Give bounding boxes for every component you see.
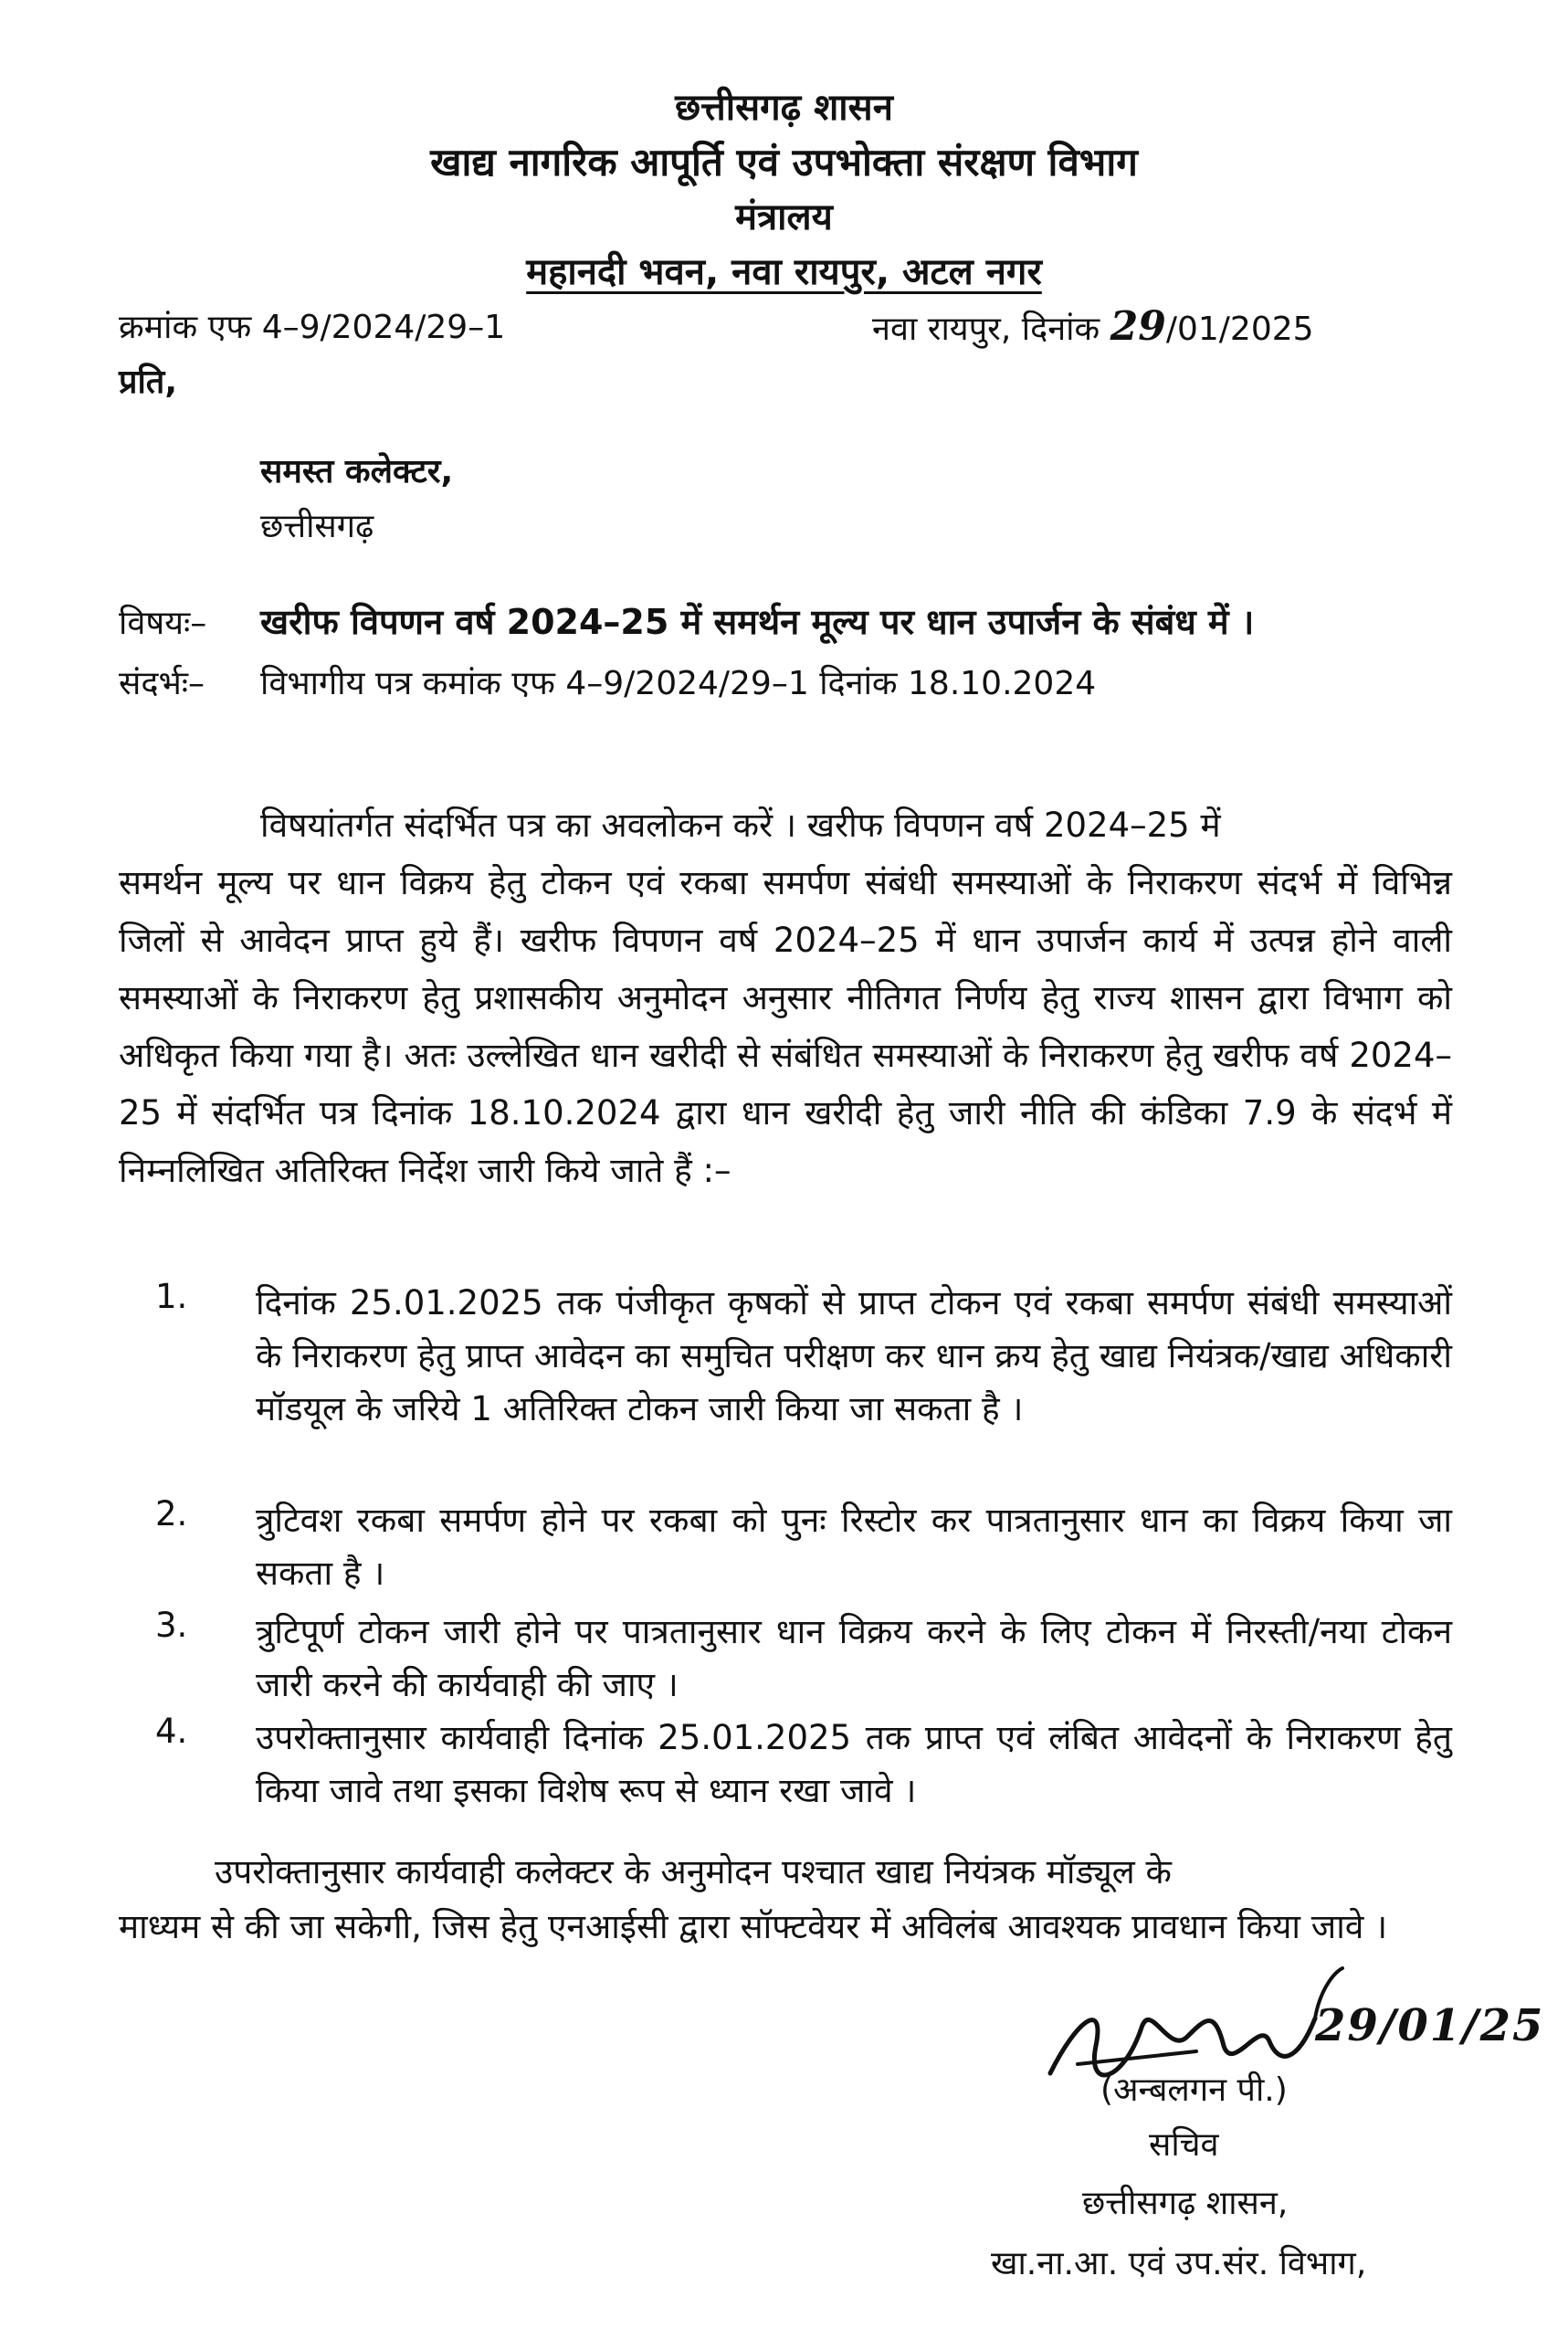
signature-handwritten-date: 29/01/25 xyxy=(1315,2000,1545,2051)
list-item-text: त्रुटिवश रकबा समर्पण होने पर रकबा को पुनः रिस्टोर कर पात्रतानुसार धान का विक्रय किया जा सकता है । xyxy=(256,1501,1452,1593)
letter-date xyxy=(872,303,1314,350)
signatory-department: खा.ना.आ. एवं उप.संर. विभाग, xyxy=(991,2245,1367,2282)
address-underlined: महानदी भवन, नवा रायपुर, अटल नगर xyxy=(526,251,1042,293)
intro-first-line: विषयांतर्गत संदर्भित पत्र का अवलोकन करें । खरीफ विपणन वर्ष 2024–25 में xyxy=(260,806,1221,845)
list-item-number: 4. xyxy=(155,1712,188,1751)
letter-number: क्रमांक एफ 4–9/2024/29–1 xyxy=(119,309,506,346)
signatory-organization: छत्तीसगढ़ शासन, xyxy=(1082,2185,1289,2222)
list-item-number: 1. xyxy=(155,1277,188,1316)
closing-first-line: उपरोक्तानुसार कार्यवाही कलेक्टर के अनुमोदन पश्चात खाद्य नियंत्रक मॉड्यूल के xyxy=(215,1852,1172,1892)
header-line-government: छत्तीसगढ़ शासन xyxy=(675,87,893,129)
list-item-text: त्रुटिपूर्ण टोकन जारी होने पर पात्रतानुसार धान विक्रय करने के लिए टोकन में निरस्ती/नया टोकन जारी करने की कार्यवाही की जाए । xyxy=(256,1612,1452,1704)
prati-label: प्रति, xyxy=(119,364,178,401)
subject-label: विषयः– xyxy=(119,605,207,642)
signatory-designation: सचिव xyxy=(1149,2126,1219,2164)
date-suffix: /01/2025 xyxy=(1165,311,1314,348)
date-prefix: नवा रायपुर, दिनांक xyxy=(872,311,1100,348)
list-item-number: 3. xyxy=(155,1606,188,1645)
date-handwritten-day: 29 xyxy=(1110,303,1166,350)
closing-paragraph: माध्यम से की जा सकेगी, जिस हेतु एनआईसी द्वारा सॉफ्टवेयर में अविलंब आवश्यक प्रावधान किया जावे । xyxy=(119,1907,1388,1946)
header-line-ministry: मंत्रालय xyxy=(735,196,833,238)
list-item-text: उपरोक्तानुसार कार्यवाही दिनांक 25.01.2025 तक प्राप्त एवं लंबित आवेदनों के निराकरण हेतु किया जावे तथा इसका विशेष रूप से ध्यान रखा जावे । xyxy=(256,1718,1452,1810)
list-item-number: 2. xyxy=(155,1494,188,1533)
header-line-department: खाद्य नागरिक आपूर्ति एवं उपभोक्ता संरक्षण विभाग xyxy=(430,140,1138,184)
reference-label: संदर्भः– xyxy=(119,665,205,702)
subject-text: खरीफ विपणन वर्ष 2024–25 में समर्थन मूल्य पर धान उपार्जन के संबंध में । xyxy=(260,602,1255,642)
addressee-name: समस्त कलेक्टर, xyxy=(260,453,454,490)
list-item-text: दिनांक 25.01.2025 तक पंजीकृत कृषकों से प्राप्त टोकन एवं रकबा समर्पण संबंधी समस्याओं के निराकरण हेतु प्राप्त आवेदन का समुचित परीक्षण कर धान क्रय हेतु खाद्य नियंत्रक/खाद्य अधिकारी मॉडयूल के जरिये 1 अतिरिक्त टोकन जारी किया जा सकता है । xyxy=(256,1283,1452,1428)
addressee-place: छत्तीसगढ़ xyxy=(260,508,374,545)
signatory-name: (अन्बलगन पी.) xyxy=(1100,2071,1288,2109)
reference-text: विभागीय पत्र कमांक एफ 4–9/2024/29–1 दिनांक 18.10.2024 xyxy=(260,665,1097,702)
intro-paragraph: समर्थन मूल्य पर धान विक्रय हेतु टोकन एवं रकबा समर्पण संबंधी समस्याओं के निराकरण संदर्भ में विभिन्न जिलों से आवेदन प्राप्त हुये हैं। खरीफ विपणन वर्ष 2024–25 में धान उपार्जन कार्य में उत्पन्न होने वाली समस्याओं के निराकरण हेतु प्रशासकीय अनुमोदन अनुसार नीतिगत निर्णय हेतु राज्य शासन द्वारा विभाग को अधिकृत किया गया है। अतः उल्लेखित धान खरीदी से संबंधित समस्याओं के निराकरण हेतु खरीफ वर्ष 2024–25 में संदर्भित पत्र दिनांक 18.10.2024 द्वारा धान खरीदी हेतु जारी नीति की कंडिका 7.9 के संदर्भ में निम्नलिखित अतिरिक्त निर्देश जारी किये जाते हैं :– xyxy=(119,863,1452,1190)
header-line-address xyxy=(0,245,1568,295)
